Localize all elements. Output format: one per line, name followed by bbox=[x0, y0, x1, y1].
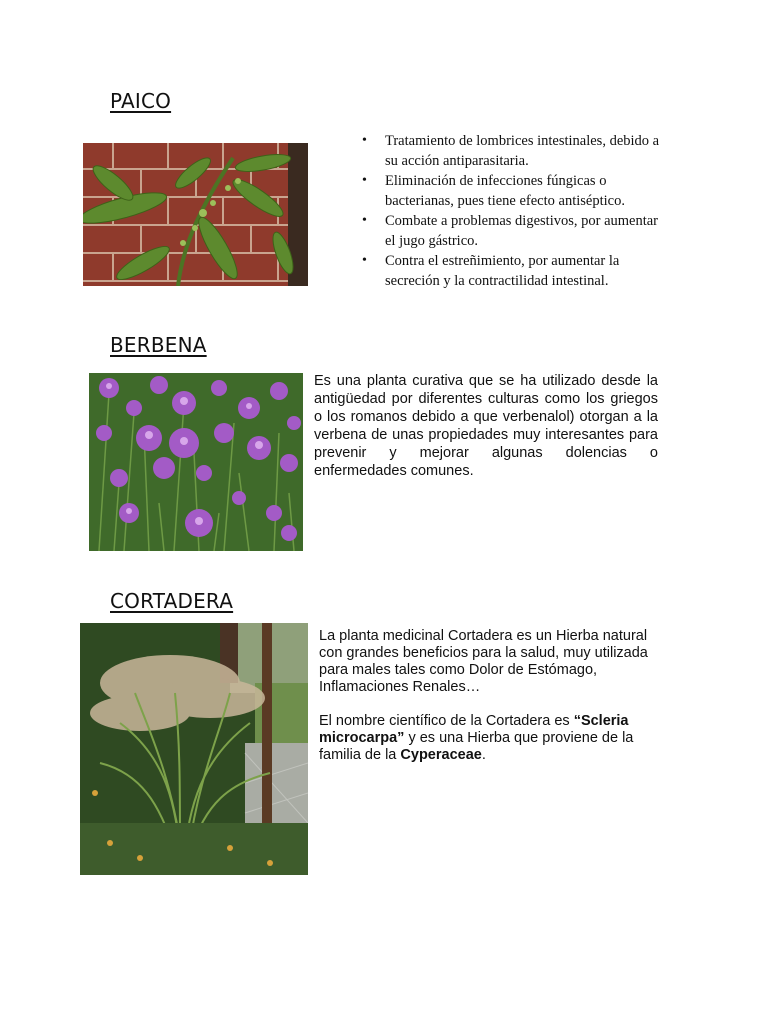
section-title-berbena: BERBENA bbox=[110, 333, 207, 357]
scientific-name: “Scleria microcarpa” bbox=[319, 713, 629, 746]
cortadera-scientific-intro: El nombre científico de la Cortadera es bbox=[319, 713, 574, 729]
paico-benefits-list bbox=[360, 131, 660, 291]
family-name: Cyperaceae bbox=[400, 747, 482, 763]
paico-plant-photo bbox=[83, 143, 308, 286]
verbena-flowers-photo bbox=[89, 373, 303, 551]
section-title-cortadera: CORTADERA bbox=[110, 589, 234, 613]
cortadera-scientific-name bbox=[319, 713, 659, 764]
section-title-paico: PAICO bbox=[110, 89, 172, 113]
list-item: • Tratamiento de lombrices intestinales, debido a su acción antiparasitaria. bbox=[360, 131, 660, 171]
list-item: • Eliminación de infecciones fúngicas o bacterianas, pues tiene efecto antiséptico. bbox=[360, 171, 660, 211]
cortadera-family-intro: y es una Hierba que proviene de la familia de la bbox=[319, 730, 634, 763]
cortadera-description: La planta medicinal Cortadera es un Hierba natural con grandes beneficios para la salud, muy utilizada para males tales como Dolor de Estómago, Inflamaciones Renales… bbox=[319, 628, 648, 695]
list-item: • Contra el estreñimiento, por aumentar la secreción y la contractilidad intestinal. bbox=[360, 251, 660, 291]
list-item: • Combate a problemas digestivos, por aumentar el jugo gástrico. bbox=[360, 211, 660, 251]
period: . bbox=[481, 747, 486, 763]
cortadera-grass-photo bbox=[80, 623, 308, 875]
berbena-description: Es una planta curativa que se ha utilizado desde la antigüedad por diferentes culturas como los griegos o los romanos debido a que verbenalol) otorgan a la verbena de unas propiedades muy interesantes para prevenir y mejorar algunas dolencias o enfermedades comunes. bbox=[314, 373, 658, 479]
